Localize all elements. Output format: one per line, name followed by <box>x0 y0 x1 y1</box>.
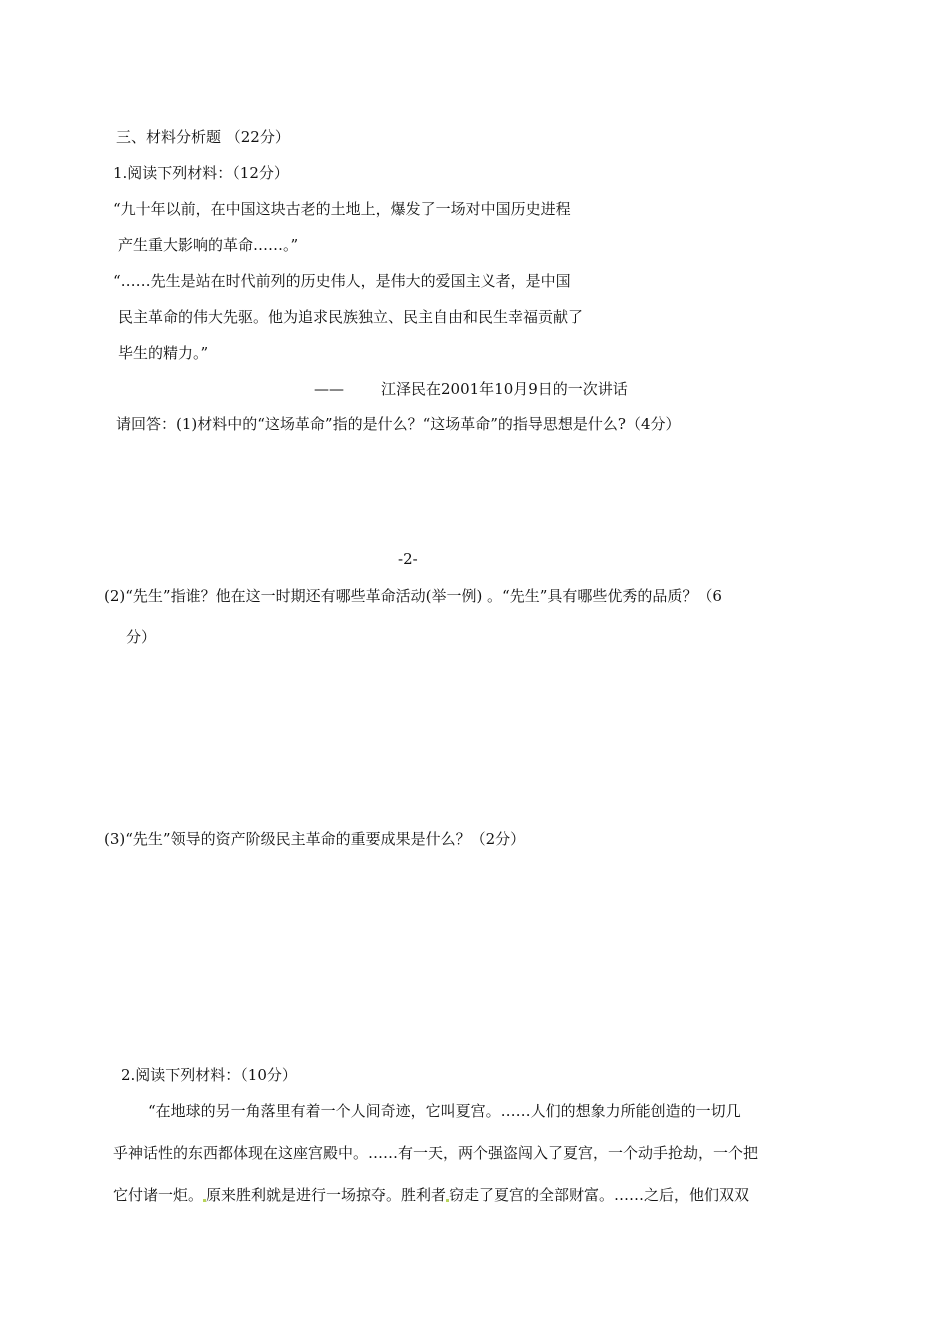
question-1-title: 1.阅读下列材料：（12分） <box>113 164 289 182</box>
answer-space-1 <box>100 440 860 540</box>
quote-2-line-1: “……先生是站在时代前列的历史伟人，是伟大的爱国主义者，是中国 <box>113 272 571 290</box>
passage-line-2: 乎神话性的东西都体现在这座宫殿中。……有一天，两个强盗闯入了夏宫，一个动手抢劫，一个把 <box>113 1144 759 1162</box>
sub-question-2-line-1: (2)“先生”指谁？他在这一时期还有哪些革命活动(举一例) 。“先生”具有哪些优秀的品质？（6 <box>104 587 722 605</box>
quote-1-line-2: 产生重大影响的革命……。” <box>118 236 299 254</box>
page-number: -2- <box>398 550 418 568</box>
passage-line-1: “在地球的另一角落里有着一个人间奇迹，它叫夏宫。……人们的想象力所能创造的一切几 <box>148 1102 741 1120</box>
passage-line-3-part-c: 窃走了夏宫的全部财富。……之后，他们双双 <box>449 1186 750 1204</box>
source-dash: —— <box>314 380 344 398</box>
passage-line-3-part-b: 原来胜利就是进行一场掠夺。胜利者 <box>206 1186 447 1204</box>
source-attribution: 江泽民在2001年10月9日的一次讲话 <box>381 380 628 398</box>
passage-line-3 <box>113 1185 749 1205</box>
quote-2-line-2: 民主革命的伟大先驱。他为追求民族独立、民主自由和民生幸福贡献了 <box>118 308 584 326</box>
quote-1-line-1: “九十年以前，在中国这块古老的土地上，爆发了一场对中国历史进程 <box>113 200 571 218</box>
answer-space-2 <box>100 655 860 825</box>
quote-2-line-3: 毕生的精力。” <box>118 344 209 362</box>
sub-question-2-line-2: 分） <box>126 628 157 646</box>
passage-line-3-part-a: 它付诸一炬。 <box>113 1186 204 1204</box>
question-2-title: 2.阅读下列材料：（10分） <box>121 1066 297 1084</box>
sub-question-1: 请回答：(1)材料中的“这场革命”指的是什么？“这场革命”的指导思想是什么?（4分） <box>116 415 681 433</box>
section-heading: 三、材料分析题 （22分） <box>116 128 290 146</box>
answer-space-3 <box>100 855 860 1055</box>
sub-question-3: (3)“先生”领导的资产阶级民主革命的重要成果是什么？（2分） <box>104 830 526 848</box>
